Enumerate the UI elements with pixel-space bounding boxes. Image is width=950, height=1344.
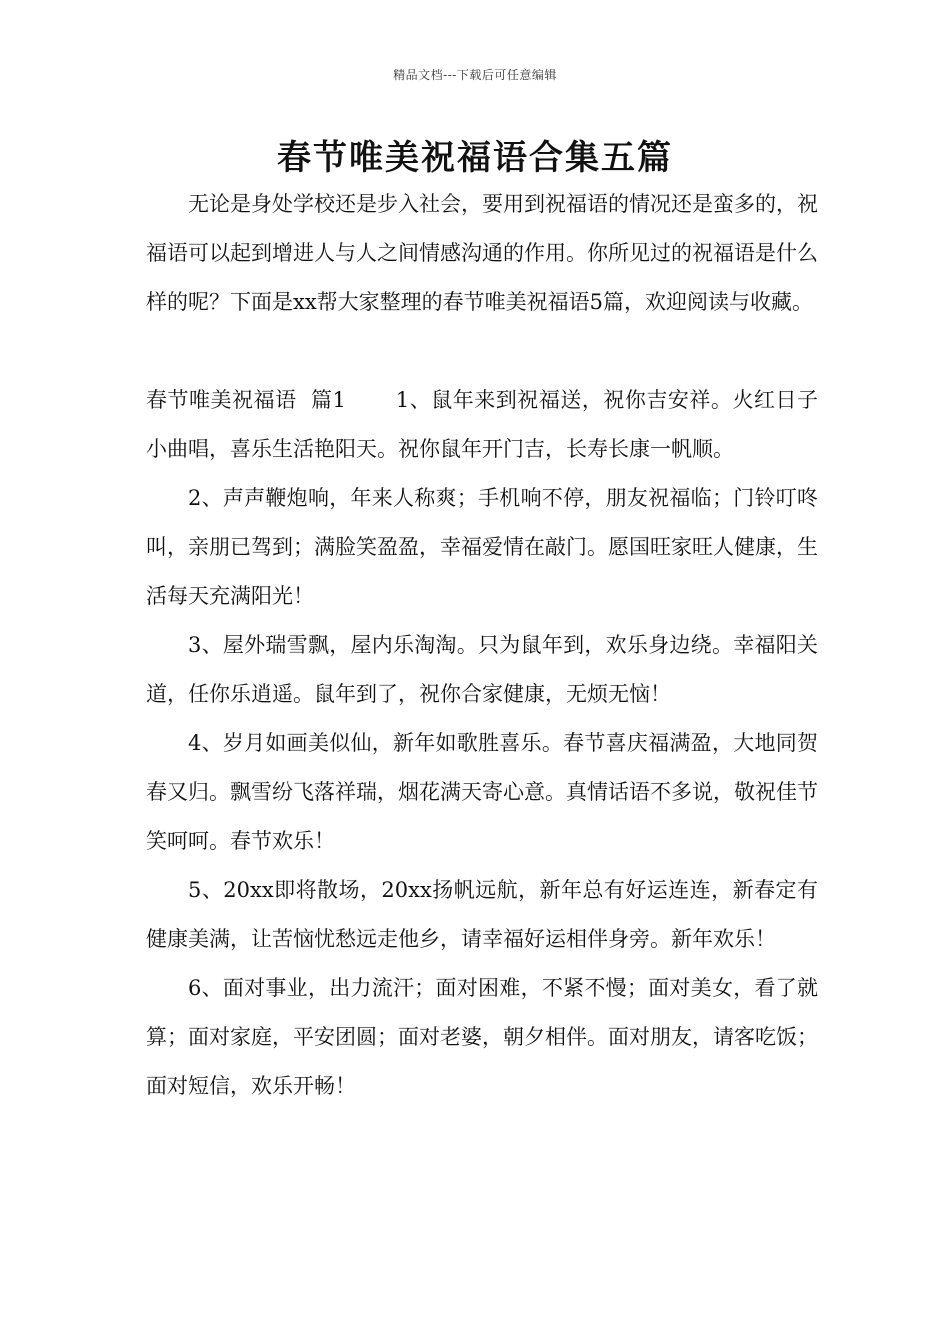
blessing-item-3: 3、屋外瑞雪飘，屋内乐淘淘。只为鼠年到，欢乐身边绕。幸福阳关道，任你乐逍遥。鼠年到了，祝你合家健康，无烦无恼！ <box>146 633 818 706</box>
document-body <box>146 180 818 1111</box>
intro-paragraph: 无论是身处学校还是步入社会，要用到祝福语的情况还是蛮多的，祝福语可以起到增进人与人之间情感沟通的作用。你所见过的祝福语是什么样的呢？下面是xx帮大家整理的春节唯美祝福语5篇，欢迎阅读与收藏。 <box>146 192 818 314</box>
blessing-item-4: 4、岁月如画美似仙，新年如歌胜喜乐。春节喜庆福满盈，大地同贺春又归。飘雪纷飞落祥瑞，烟花满天寄心意。真情话语不多说，敬祝佳节笑呵呵。春节欢乐！ <box>146 731 818 853</box>
paragraph-gap <box>146 327 818 376</box>
section-paragraph <box>146 376 818 474</box>
document-title: 春节唯美祝福语合集五篇 <box>277 138 673 178</box>
blessing-item-5: 5、20xx即将散场，20xx扬帆远航，新年总有好运连连，新春定有健康美满，让苦恼忧愁远走他乡，请幸福好运相伴身旁。新年欢乐！ <box>146 878 818 951</box>
section-label: 春节唯美祝福语 篇1 <box>146 388 346 412</box>
page-header: 精品文档---下载后可任意编辑 <box>393 68 557 82</box>
blessing-item-1: 1、鼠年来到祝福送，祝你吉安祥。火红日子小曲唱，喜乐生活艳阳天。祝你鼠年开门吉，长寿长康一帆顺。 <box>146 388 818 461</box>
blessing-item-6: 6、面对事业，出力流汗；面对困难，不紧不慢；面对美女，看了就算；面对家庭，平安团圆；面对老婆，朝夕相伴。面对朋友，请客吃饭；面对短信，欢乐开畅！ <box>146 976 818 1098</box>
blessing-item-2: 2、声声鞭炮响，年来人称爽；手机响不停，朋友祝福临；门铃叮咚叫，亲朋已驾到；满脸笑盈盈，幸福爱情在敲门。愿国旺家旺人健康，生活每天充满阳光！ <box>146 486 818 608</box>
